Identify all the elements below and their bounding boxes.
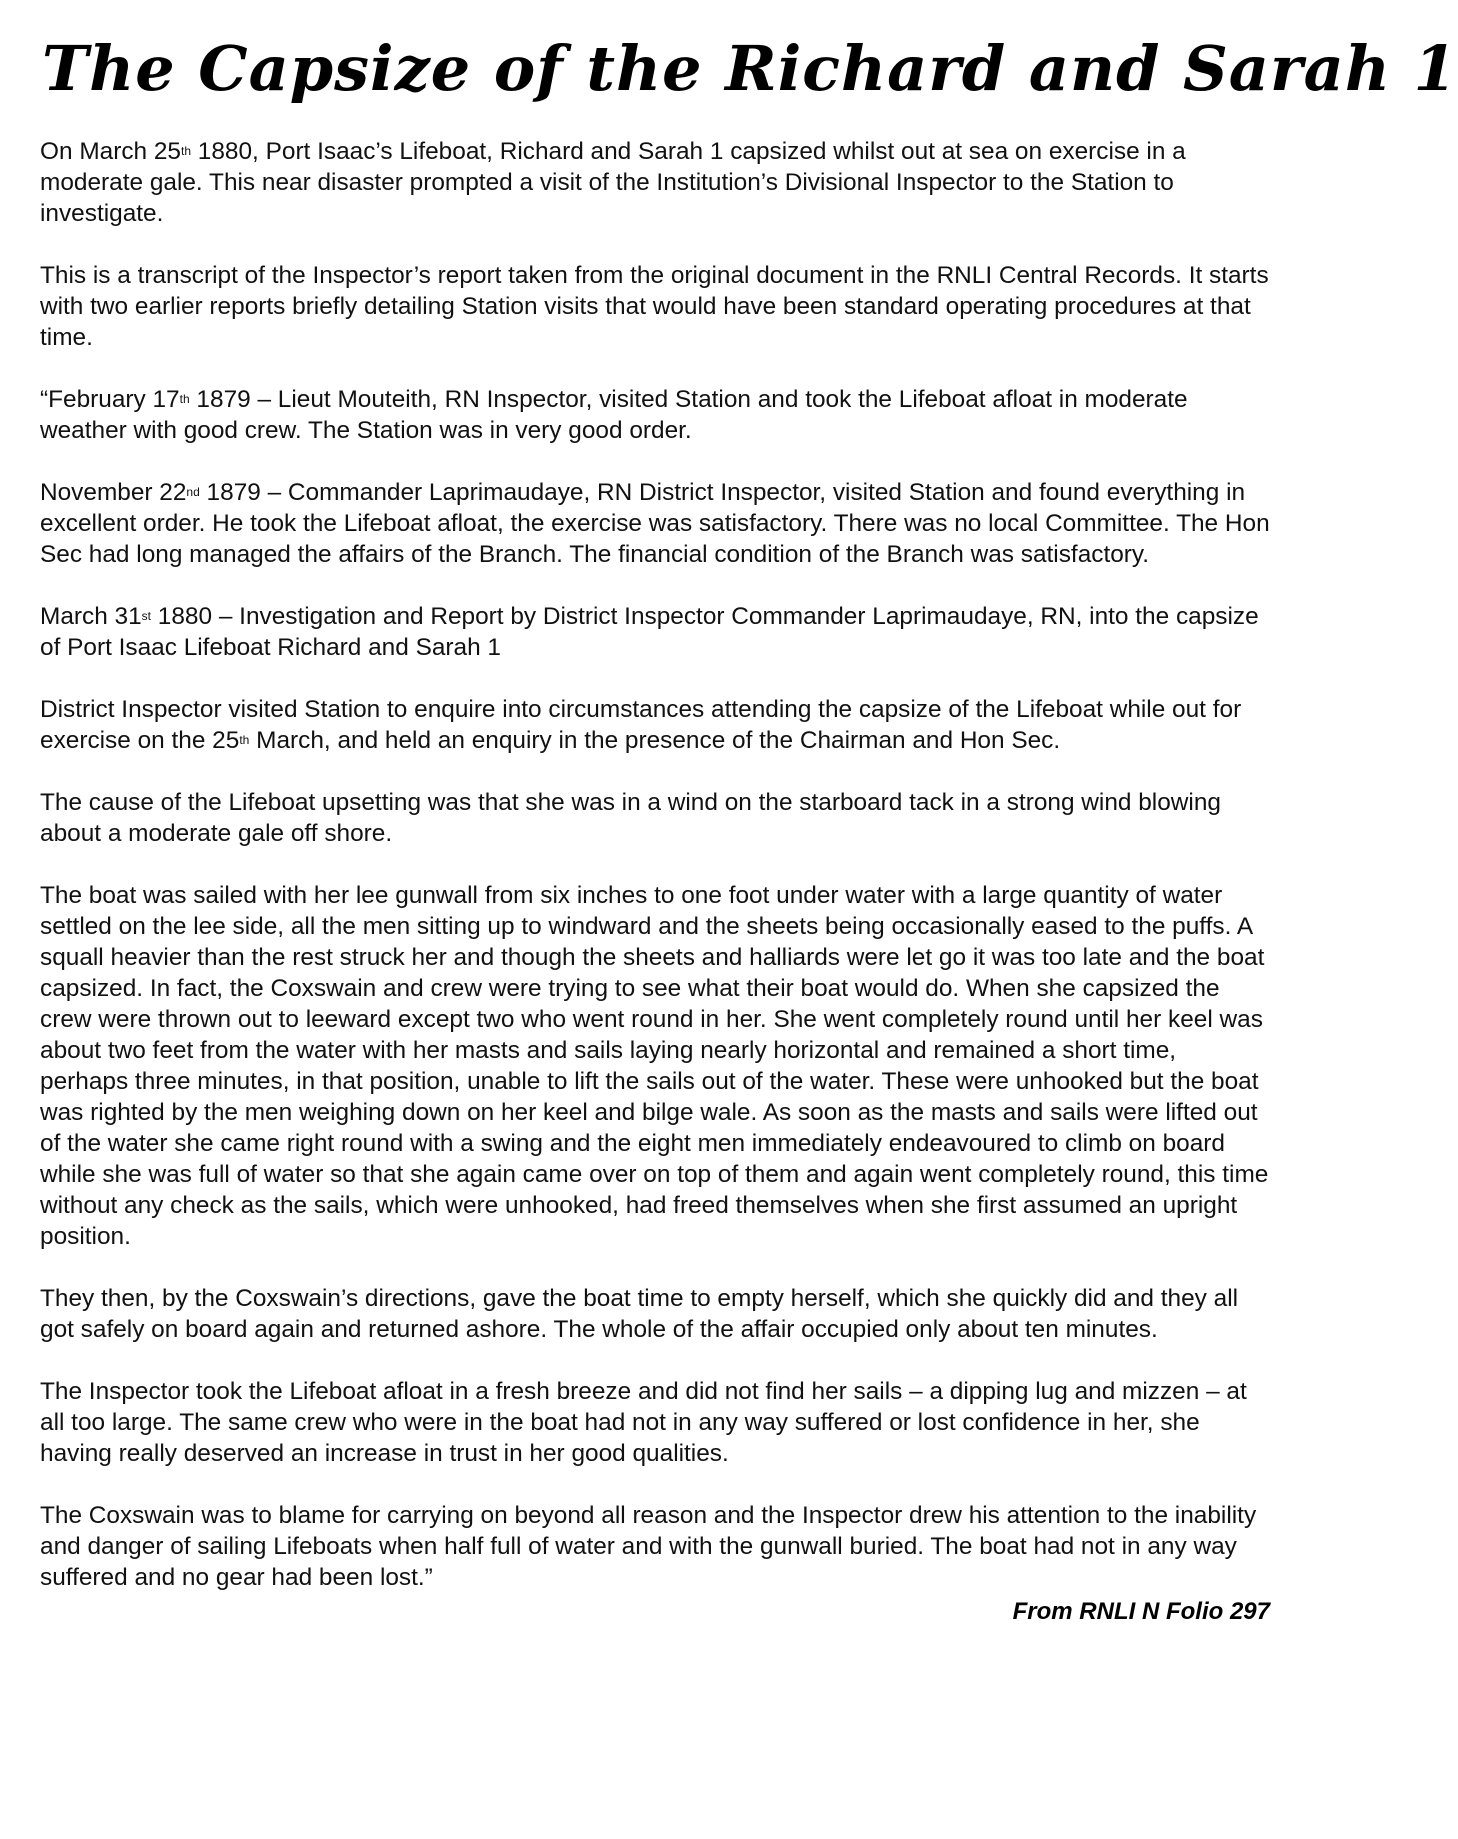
- paragraph-report-mar-1880: [40, 601, 1270, 663]
- paragraph-enquiry-text-a: District Inspector visited Station to enquire into circumstances attending the capsize of the Lifeboat while out for exercise on the 25: [40, 696, 1242, 754]
- paragraph-enquiry: [40, 694, 1270, 756]
- ordinal-suffix: th: [239, 733, 250, 747]
- paragraph-report-feb-1879-text-a: “February 17: [40, 386, 180, 413]
- paragraph-report-nov-1879: [40, 477, 1270, 570]
- document-title: The Capsize of the Richard and Sarah 1: [42, 32, 1458, 105]
- paragraph-capsize-account: The boat was sailed with her lee gunwall from six inches to one foot under water with a large quantity of water settled on the lee side, all the men sitting up to windward and the sheets being occasionally eased to the puffs. A squall heavier than the rest struck her and though the sheets and halliards were let go it was too late and the boat capsized. In fact, the Coxswain and crew were trying to see what their boat would do. When she capsized the crew were thrown out to leeward except two who went round in her. She went completely round until her keel was about two feet from the water with her masts and sails laying nearly horizontal and remained a short time, perhaps three minutes, in that position, unable to lift the sails out of the water. These were unhooked but the boat was righted by the men weighing down on her keel and bilge wale. As soon as the masts and sails were lifted out of the water she came right round with a swing and the eight men immediately endeavoured to climb on board while she was full of water so that she again came over on top of them and again went completely round, this time without any check as the sails, which were unhooked, had freed themselves when she first assumed an upright position.: [40, 882, 1269, 1250]
- paragraph-intro: [40, 136, 1270, 229]
- paragraph-report-feb-1879: [40, 384, 1270, 446]
- ordinal-suffix: nd: [186, 485, 200, 499]
- paragraph-report-mar-1880-text-b: 1880 – Investigation and Report by District Inspector Commander Laprimaudaye, RN, into the capsize of Port Isaac Lifeboat Richard and Sarah 1: [40, 603, 1259, 661]
- source-citation: From RNLI N Folio 297: [1012, 1598, 1270, 1625]
- ordinal-suffix: st: [141, 609, 152, 623]
- paragraph-intro-text-a: On March 25: [40, 138, 181, 165]
- paragraph-cause: The cause of the Lifeboat upsetting was that she was in a wind on the starboard tack in a strong wind blowing about a moderate gale off shore.: [40, 789, 1221, 847]
- paragraph-report-nov-1879-text-a: November 22: [40, 479, 187, 506]
- paragraph-report-feb-1879-text-b: 1879 – Lieut Mouteith, RN Inspector, visited Station and took the Lifeboat afloat in moderate weather with good crew. The Station was in very good order.: [40, 386, 1188, 444]
- document-body: [40, 136, 1270, 1593]
- document-page: [40, 0, 1458, 1627]
- paragraph-report-nov-1879-text-b: 1879 – Commander Laprimaudaye, RN District Inspector, visited Station and found everything in excellent order. He took the Lifeboat afloat, the exercise was satisfactory. There was no local Committee. The Hon Sec had long managed the affairs of the Branch. The financial condition of the Branch was satisfactory.: [40, 479, 1270, 568]
- paragraph-inspector-trial: The Inspector took the Lifeboat afloat in a fresh breeze and did not find her sails – a dipping lug and mizzen – at all too large. The same crew who were in the boat had not in any way suffered or lost confidence in her, she having really deserved an increase in trust in her good qualities.: [40, 1378, 1247, 1467]
- paragraph-enquiry-text-b: March, and held an enquiry in the presence of the Chairman and Hon Sec.: [249, 727, 1061, 754]
- paragraph-conclusion: The Coxswain was to blame for carrying on beyond all reason and the Inspector drew his attention to the inability and danger of sailing Lifeboats when half full of water and with the gunwall buried. The boat had not in any way suffered and no gear had been lost.”: [40, 1502, 1257, 1591]
- paragraph-report-mar-1880-text-a: March 31: [40, 603, 142, 630]
- ordinal-suffix: th: [179, 392, 190, 406]
- ordinal-suffix: th: [181, 144, 192, 158]
- paragraph-intro-text-b: 1880, Port Isaac’s Lifeboat, Richard and Sarah 1 capsized whilst out at sea on exercise in a moderate gale. This near disaster prompted a visit of the Institution’s Divisional Inspector to the Station to investigate.: [40, 138, 1186, 227]
- paragraph-return-ashore: They then, by the Coxswain’s directions, gave the boat time to empty herself, which she quickly did and they all got safely on board again and returned ashore. The whole of the affair occupied only about ten minutes.: [40, 1285, 1239, 1343]
- paragraph-transcript-note: This is a transcript of the Inspector’s report taken from the original document in the RNLI Central Records. It starts with two earlier reports briefly detailing Station visits that would have been standard operating procedures at that time.: [40, 262, 1269, 351]
